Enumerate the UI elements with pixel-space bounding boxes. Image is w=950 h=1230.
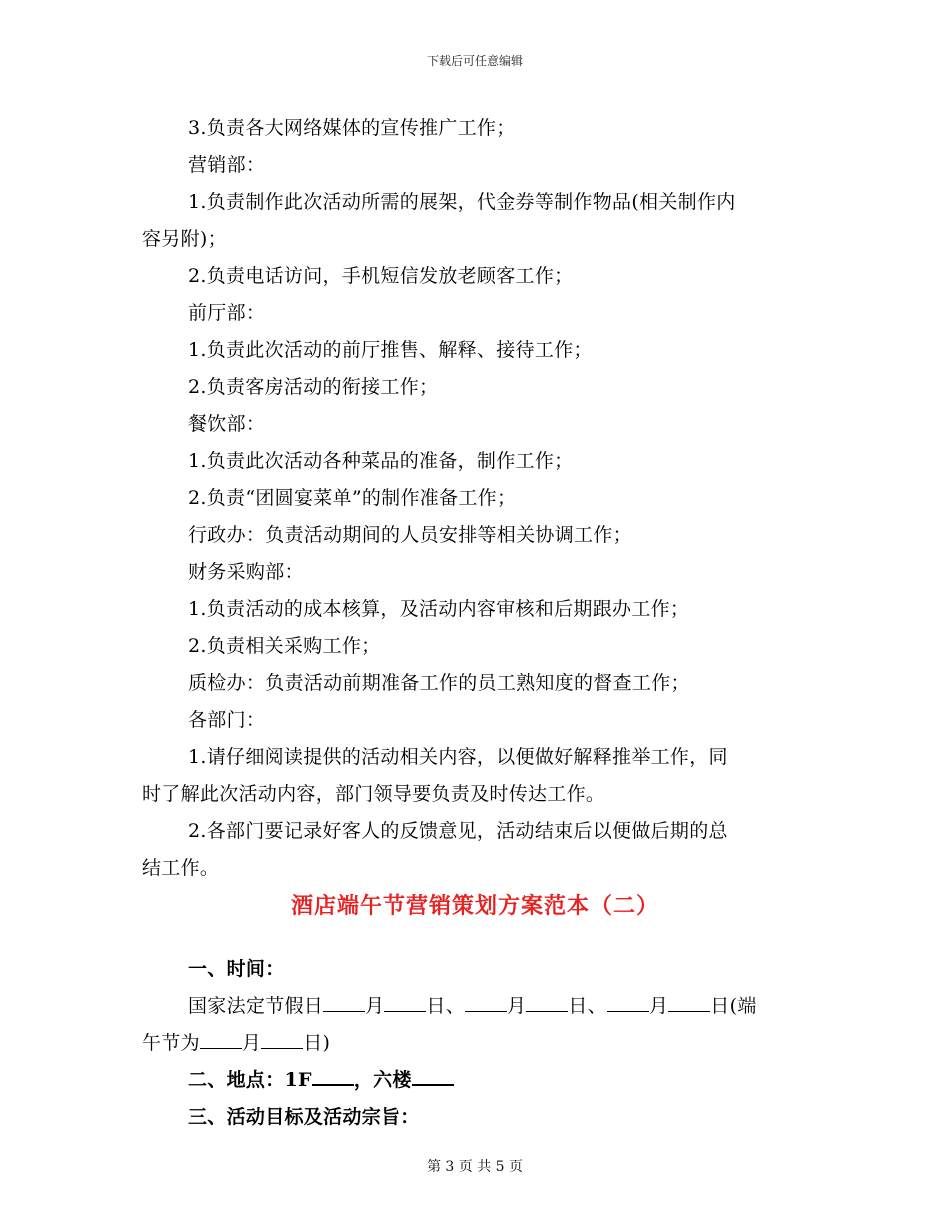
body-line: 质检办：负责活动前期准备工作的员工熟知度的督查工作；	[188, 672, 690, 694]
separator: 、	[587, 995, 607, 1017]
month-label: 月	[507, 995, 527, 1017]
body-line: 容另附)；	[142, 228, 227, 250]
blank-field[interactable]	[526, 993, 568, 1012]
body-line: 结工作。	[142, 857, 220, 879]
body-line: 1.负责此次活动的前厅推售、解释、接待工作；	[188, 339, 593, 361]
day-label: 日	[710, 995, 730, 1017]
day-end-label: 日)	[303, 1032, 331, 1054]
month-label: 月	[365, 995, 385, 1017]
body-line: 2.各部门要记录好客人的反馈意见，活动结束后以便做后期的总	[188, 820, 728, 842]
separator: 、	[445, 995, 466, 1017]
blank-field[interactable]	[261, 1030, 303, 1049]
body-line: 2.负责相关采购工作；	[188, 635, 381, 657]
time-prefix: 国家法定节假日	[188, 995, 324, 1017]
body-line: 各部门：	[188, 709, 266, 731]
blank-field[interactable]	[465, 993, 507, 1012]
blank-field[interactable]	[668, 993, 710, 1012]
body-line: 1.负责制作此次活动所需的展架，代金券等制作物品(相关制作内	[188, 191, 736, 213]
time-suffix: (端	[729, 995, 757, 1017]
body-line: 2.负责电话访问，手机短信发放老顾客工作；	[188, 265, 574, 287]
page-header: 下载后可任意编辑	[426, 54, 523, 68]
blank-field[interactable]	[312, 1066, 354, 1086]
document-body	[142, 110, 810, 1136]
body-line: 3.负责各大网络媒体的宣传推广工作；	[188, 117, 516, 139]
body-line: 行政办：负责活动期间的人员安排等相关协调工作；	[188, 524, 632, 546]
body-line: 前厅部：	[188, 302, 266, 324]
blank-field[interactable]	[412, 1066, 454, 1086]
month-label: 月	[648, 995, 669, 1017]
body-line: 1.请仔细阅读提供的活动相关内容，以便做好解释推举工作，同	[188, 746, 728, 768]
body-line: 2.负责“团圆宴菜单”的制作准备工作；	[188, 487, 517, 509]
section-title: 酒店端午节营销策划方案范本（二）	[290, 893, 659, 919]
location-middle: ，六楼	[353, 1069, 412, 1091]
time-line-1	[142, 988, 810, 1025]
blank-field[interactable]	[323, 993, 365, 1012]
body-text	[142, 110, 810, 887]
page-footer: 第 3 页 共 5 页	[426, 1159, 524, 1175]
location-prefix: 二、地点：1F	[188, 1069, 312, 1091]
blank-field[interactable]	[384, 993, 426, 1012]
body-line: 1.负责活动的成本核算，及活动内容审核和后期跟办工作；	[188, 598, 690, 620]
time-prefix-2: 午节为	[142, 1032, 200, 1054]
time-line-2	[142, 1025, 810, 1062]
body-line: 餐饮部：	[188, 413, 266, 435]
month-label: 月	[241, 1032, 262, 1054]
body-line: 2.负责客房活动的衔接工作；	[188, 376, 439, 398]
blank-field[interactable]	[607, 993, 649, 1012]
body-line: 时了解此次活动内容，部门领导要负责及时传达工作。	[142, 783, 606, 805]
body-line: 营销部：	[188, 154, 266, 176]
day-label: 日	[568, 995, 588, 1017]
body-line: 1.负责此次活动各种菜品的准备，制作工作；	[188, 450, 574, 472]
location-line	[142, 1062, 810, 1099]
time-heading: 一、时间：	[188, 958, 285, 980]
goals-heading: 三、活动目标及活动宗旨：	[188, 1106, 420, 1128]
body-line: 财务采购部：	[188, 561, 304, 583]
blank-field[interactable]	[200, 1030, 242, 1049]
day-label: 日	[426, 995, 446, 1017]
